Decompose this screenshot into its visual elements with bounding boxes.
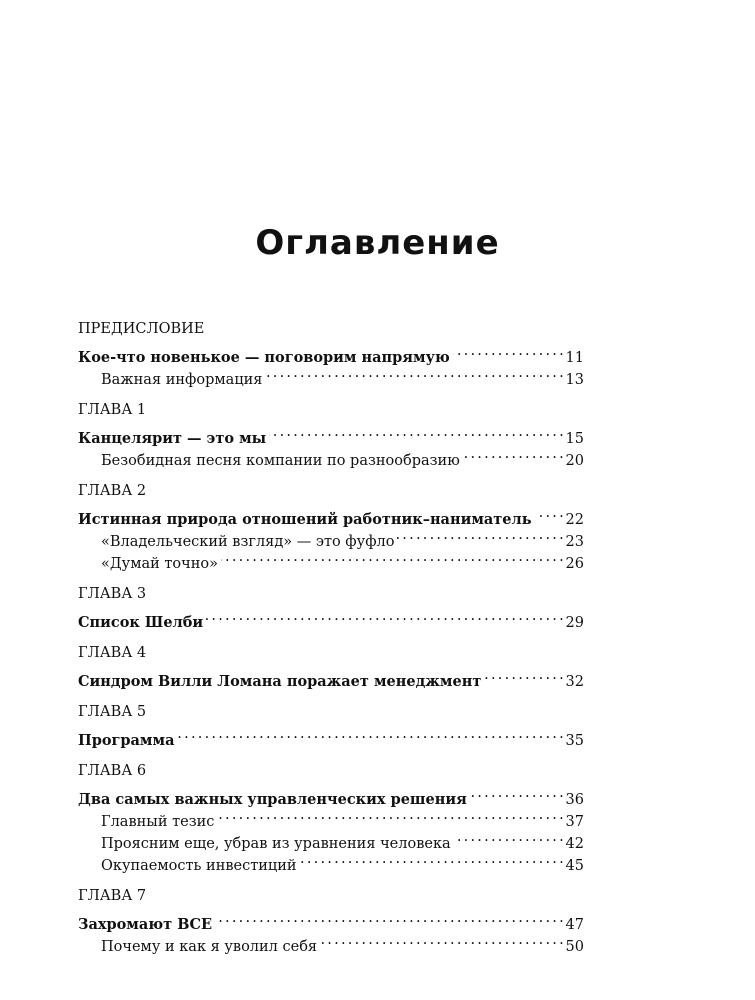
dot-leader [217, 804, 562, 826]
dot-leader [470, 782, 563, 804]
toc-section-chapter-7 [78, 885, 584, 955]
toc-entry-main[interactable] [78, 782, 584, 808]
toc-section-chapter-1 [78, 399, 584, 469]
page-number: 15 [565, 431, 584, 447]
toc-section-chapter-4 [78, 642, 584, 690]
dot-leader [178, 723, 563, 745]
entry-title: Список Шелби [78, 614, 204, 631]
chapter-label: ГЛАВА 3 [78, 586, 147, 602]
dot-leader [454, 826, 563, 848]
toc-section-chapter-2 [78, 480, 584, 572]
entry-title: Канцелярит — это мы [78, 430, 267, 447]
page-number: 42 [565, 836, 584, 852]
dot-leader [269, 421, 562, 443]
page-number: 37 [565, 814, 584, 830]
entry-title: «Думай точно» [101, 556, 218, 572]
page-number: 45 [565, 858, 584, 874]
page-number: 26 [565, 556, 584, 572]
page-number: 35 [565, 733, 584, 749]
dot-leader [453, 340, 563, 362]
page-number: 11 [565, 350, 584, 366]
dot-leader [215, 907, 562, 929]
toc-section-chapter-6 [78, 760, 584, 874]
entry-title: Главный тезис [101, 814, 215, 830]
toc-entry-main[interactable] [78, 605, 584, 631]
toc-entry-main[interactable] [78, 907, 584, 933]
dot-leader [300, 848, 563, 870]
chapter-label: ГЛАВА 4 [78, 645, 147, 661]
chapter-label: ГЛАВА 5 [78, 704, 147, 720]
entry-title: Программа [78, 732, 175, 749]
page-number: 47 [565, 917, 584, 933]
chapter-label: ГЛАВА 2 [78, 483, 147, 499]
entry-title: Безобидная песня компании по разнообразию [101, 453, 460, 469]
table-of-contents [78, 318, 584, 966]
entry-title: Истинная природа отношений работник–наниматель [78, 511, 532, 528]
entry-title: Захромают ВСЕ [78, 916, 213, 933]
entry-title: Кое-что новенькое — поговорим напрямую [78, 349, 450, 366]
toc-entry-main[interactable] [78, 723, 584, 749]
dot-leader [535, 502, 563, 524]
page-number: 13 [565, 372, 584, 388]
dot-leader [484, 664, 562, 686]
dot-leader [463, 443, 563, 465]
chapter-label: ГЛАВА 6 [78, 763, 147, 779]
page-number: 22 [565, 512, 584, 528]
toc-entry-main[interactable] [78, 664, 584, 690]
page-number: 36 [565, 792, 584, 808]
dot-leader [265, 362, 562, 384]
toc-section-preface [78, 318, 584, 388]
dot-leader [320, 929, 562, 951]
page-number: 29 [565, 615, 584, 631]
toc-entry-main[interactable] [78, 421, 584, 447]
toc-entry-main[interactable] [78, 502, 584, 528]
chapter-label: ГЛАВА 1 [78, 402, 147, 418]
entry-title: Проясним еще, убрав из уравнения человека [101, 836, 451, 852]
entry-title: Два самых важных управленческих решения [78, 791, 467, 808]
toc-entry-main[interactable] [78, 340, 584, 366]
page-title: Оглавление [255, 222, 500, 263]
toc-section-chapter-5 [78, 701, 584, 749]
page-number: 50 [565, 939, 584, 955]
entry-title: Важная информация [101, 372, 263, 388]
dot-leader [206, 605, 562, 627]
entry-title: Окупаемость инвестиций [101, 858, 297, 874]
page-number: 32 [565, 674, 584, 690]
entry-title: Почему и как я уволил себя [101, 939, 318, 955]
dot-leader [397, 524, 562, 546]
entry-title: «Владельческий взгляд» — это фуфло [101, 534, 395, 550]
page-number: 23 [565, 534, 584, 550]
toc-section-chapter-3 [78, 583, 584, 631]
chapter-label: ГЛАВА 7 [78, 888, 147, 904]
chapter-label: ПРЕДИСЛОВИЕ [78, 321, 205, 337]
dot-leader [221, 546, 563, 568]
entry-title: Синдром Вилли Ломана поражает менеджмент [78, 673, 482, 690]
page-number: 20 [565, 453, 584, 469]
